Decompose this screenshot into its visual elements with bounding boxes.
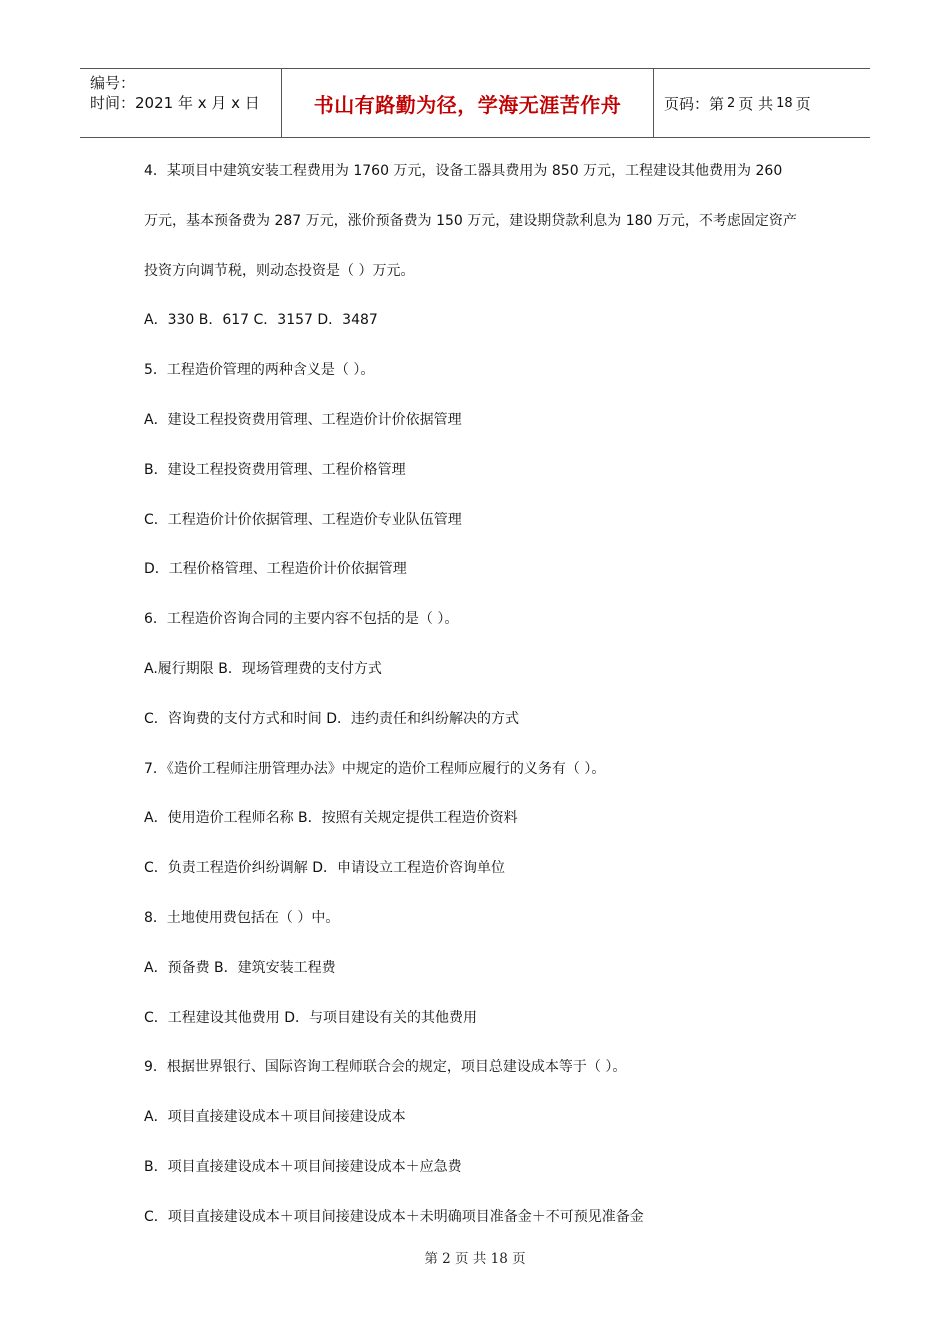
answer-option: A．项目直接建设成本＋项目间接建设成本	[144, 1109, 406, 1126]
answer-options: A．330 B．617 C．3157 D．3487	[144, 312, 378, 329]
answer-option: B．项目直接建设成本＋项目间接建设成本＋应急费	[144, 1158, 462, 1175]
answer-option: C．项目直接建设成本＋项目间接建设成本＋未明确项目准备金＋不可预见准备金	[144, 1208, 644, 1225]
text-line: 投资方向调节税，则动态投资是（ ）万元。	[144, 262, 415, 279]
text-line: 4．某项目中建筑安装工程费用为 1760 万元，设备工器具费用为 850 万元，工程建设其他费用为 260	[144, 163, 783, 179]
document-header	[80, 68, 870, 138]
motto-text: 书山有路勤为径，学海无涯苦作舟	[313, 92, 622, 117]
answer-option: C．工程造价计价依据管理、工程造价专业队伍管理	[144, 511, 462, 528]
answer-options: C．工程建设其他费用 D．与项目建设有关的其他费用	[144, 1009, 478, 1026]
question-stem: 5．工程造价管理的两种含义是（ ）。	[144, 362, 375, 379]
page-label-mid: 页 共	[738, 94, 774, 113]
answer-option: A．建设工程投资费用管理、工程造价计价依据管理	[144, 411, 462, 428]
page-total: 18	[776, 95, 793, 111]
answer-options: A.履行期限 B．现场管理费的支付方式	[144, 660, 382, 677]
question-stem: 9．根据世界银行、国际咨询工程师联合会的规定，项目总建设成本等于（ ）。	[144, 1059, 627, 1076]
answer-option: B．建设工程投资费用管理、工程价格管理	[144, 461, 406, 478]
text-line: 万元，基本预备费为 287 万元，涨价预备费为 150 万元，建设期贷款利息为 180 万元，不考虑固定资产	[144, 212, 797, 229]
header-motto-cell	[282, 69, 654, 137]
page-current: 2	[727, 95, 736, 111]
answer-options: C．负责工程造价纠纷调解 D．申请设立工程造价咨询单位	[144, 860, 506, 877]
header-page-cell	[654, 69, 870, 137]
page-label-suffix: 页	[795, 94, 811, 113]
answer-options: A．使用造价工程师名称 B．按照有关规定提供工程造价资料	[144, 810, 518, 827]
serial-label: 编号：	[90, 74, 136, 92]
answer-options: A．预备费 B．建筑安装工程费	[144, 959, 336, 976]
answer-option: D．工程价格管理、工程造价计价依据管理	[144, 561, 407, 578]
page-label-prefix: 页码：第	[664, 94, 725, 113]
question-stem: 7．《造价工程师注册管理办法》中规定的造价工程师应履行的义务有（ ）。	[144, 760, 606, 777]
question-body	[144, 156, 824, 1252]
header-meta-cell	[80, 69, 282, 137]
question-stem: 8．土地使用费包括在（ ）中。	[144, 909, 340, 926]
answer-options: C．咨询费的支付方式和时间 D．违约责任和纠纷解决的方式	[144, 710, 520, 727]
page-footer: 第 2 页 共 18 页	[424, 1251, 526, 1267]
question-stem: 6．工程造价咨询合同的主要内容不包括的是（ ）。	[144, 611, 459, 628]
time-label: 时间：2021 年 x 月 x 日	[90, 94, 260, 112]
